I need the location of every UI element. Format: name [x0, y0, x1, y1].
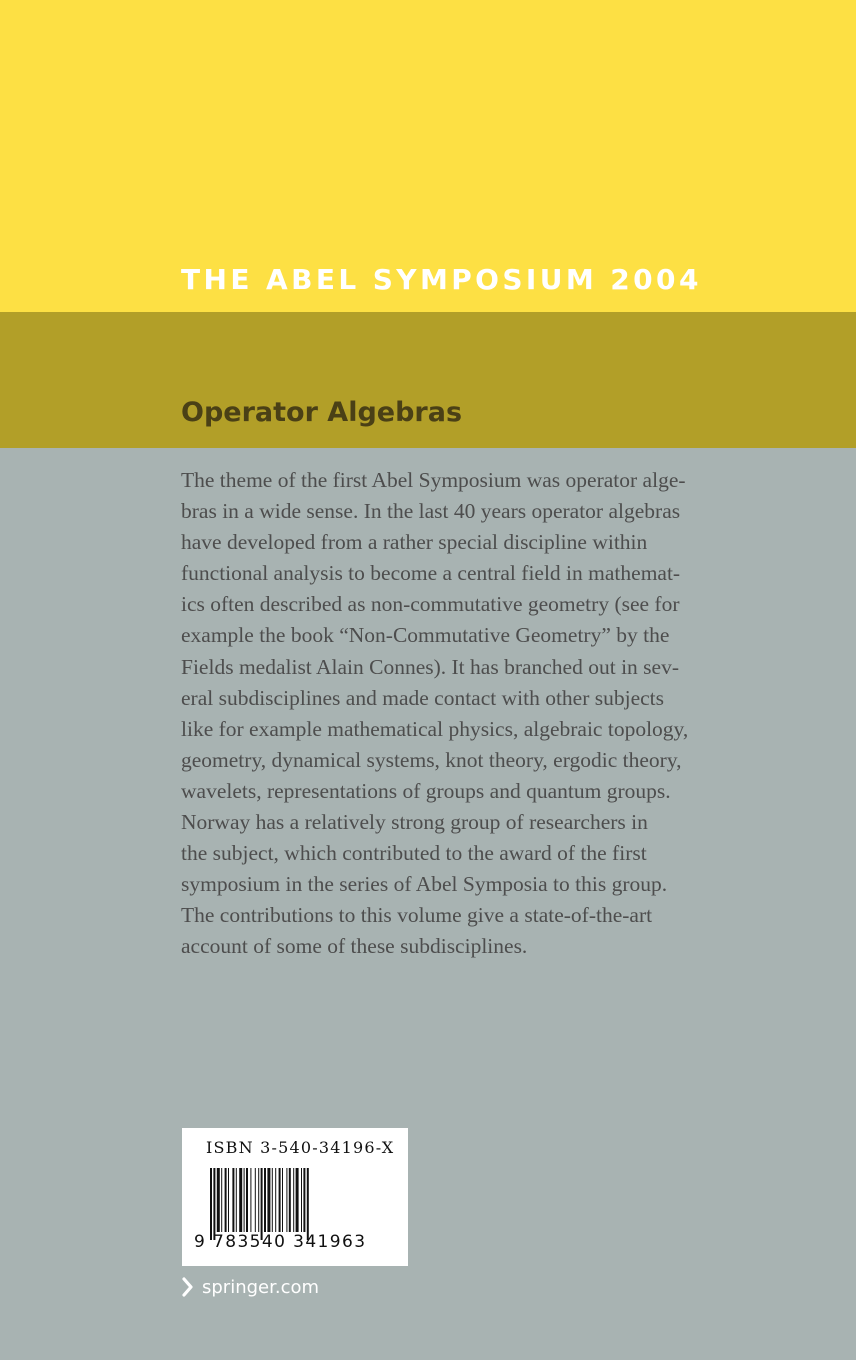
book-description — [181, 465, 741, 963]
description-line: like for example mathematical physics, algebraic topology, — [181, 716, 689, 741]
series-title: THE ABEL SYMPOSIUM 2004 — [181, 263, 702, 296]
description-line: geometry, dynamical systems, knot theory, ergodic theory, — [181, 747, 682, 772]
barcode-bar — [225, 1168, 227, 1232]
isbn-label: ISBN 3-540-34196-X — [206, 1138, 395, 1157]
barcode-bar — [255, 1168, 256, 1232]
barcode-bar — [264, 1168, 266, 1232]
barcode-panel — [182, 1128, 408, 1266]
barcode-bar — [221, 1168, 222, 1232]
barcode-bar — [293, 1168, 294, 1232]
barcode-bar — [272, 1168, 273, 1232]
description-line: account of some of these subdisciplines. — [181, 934, 528, 959]
book-title: Operator Algebras — [181, 397, 463, 428]
barcode-bar — [307, 1168, 309, 1240]
title-band — [0, 312, 856, 448]
barcode-bar — [286, 1168, 287, 1232]
description-line: Fields medalist Alain Connes). It has branched out in sev- — [181, 654, 679, 679]
ean-digits: 9 783540 341963 — [194, 1232, 367, 1252]
barcode-bar — [210, 1168, 212, 1240]
description-line: functional analysis to become a central field in mathemat- — [181, 561, 681, 586]
description-line: symposium in the series of Abel Symposia to this group. — [181, 872, 668, 897]
publisher-link[interactable] — [182, 1272, 319, 1302]
barcode-bar — [246, 1168, 248, 1232]
barcode-bar — [236, 1168, 237, 1232]
barcode-bar — [301, 1168, 302, 1232]
description-line: ics often described as non-commutative geometry (see for — [181, 592, 680, 617]
barcode-bar — [275, 1168, 276, 1232]
barcode-bar — [303, 1168, 305, 1232]
barcode-bar — [267, 1168, 270, 1232]
chevron-right-icon — [182, 1277, 194, 1297]
barcode-bar — [250, 1168, 251, 1232]
barcode-bar — [228, 1168, 229, 1232]
top-yellow-band — [0, 0, 856, 312]
description-line: Norway has a relatively strong group of researchers in — [181, 810, 648, 835]
description-line: the subject, which contributed to the award of the first — [181, 841, 647, 866]
description-line: have developed from a rather special discipline within — [181, 530, 648, 555]
barcode-bar — [289, 1168, 291, 1232]
barcode-bar — [244, 1168, 245, 1232]
description-line: example the book “Non-Commutative Geometry” by the — [181, 623, 670, 648]
barcode-bar — [217, 1168, 220, 1232]
description-line: bras in a wide sense. In the last 40 years operator algebras — [181, 499, 681, 524]
description-line: wavelets, representations of groups and quantum groups. — [181, 778, 671, 803]
barcode-bar — [213, 1168, 215, 1240]
barcode-bar — [239, 1168, 242, 1232]
barcode-bar — [232, 1168, 234, 1232]
barcode-bar — [279, 1168, 281, 1232]
barcode-bar — [296, 1168, 299, 1232]
publisher-url: springer.com — [202, 1276, 320, 1298]
description-line: eral subdisciplines and made contact with other subjects — [181, 685, 665, 710]
description-line: The contributions to this volume give a state-of-the-art — [181, 903, 653, 928]
description-line: The theme of the first Abel Symposium was operator alge- — [181, 468, 686, 492]
barcode-bar — [282, 1168, 283, 1232]
barcode-bar — [258, 1168, 259, 1232]
barcode-bar — [261, 1168, 263, 1240]
